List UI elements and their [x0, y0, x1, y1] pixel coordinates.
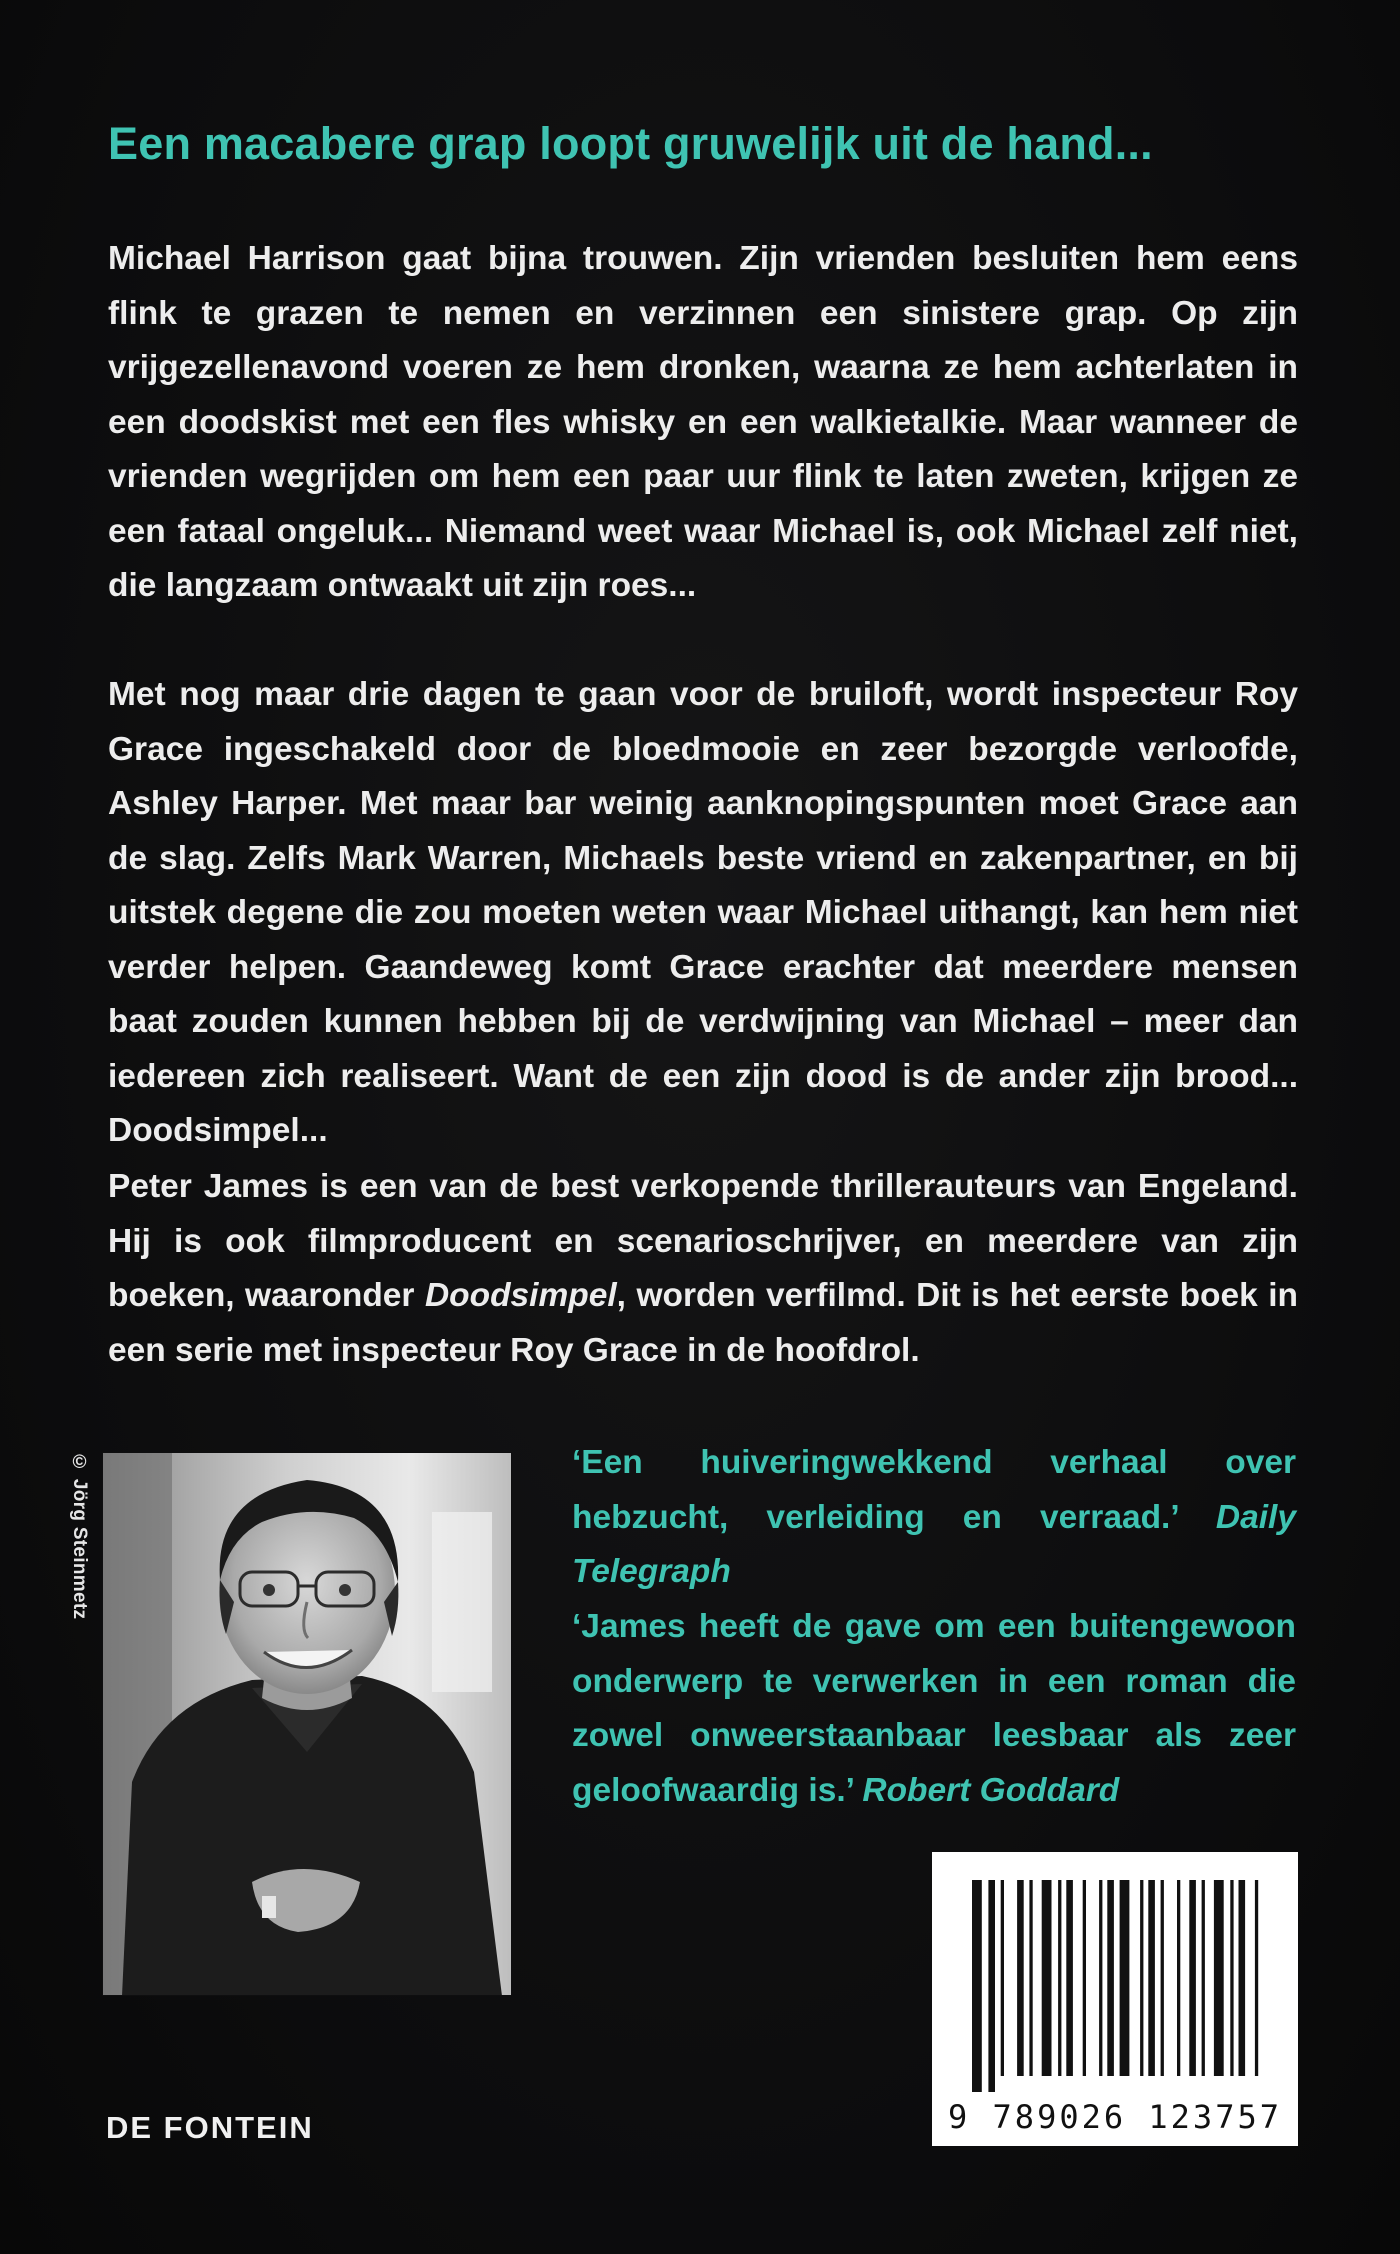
- author-bio-text-start: Peter James is een van de best verkopende thrillerauteurs van Engeland. Hij is ook filmproducent en scenarioschrijver, en meerdere van zijn boeken, waaronder: [108, 1168, 1298, 1314]
- barcode-bar: [1066, 1880, 1073, 2076]
- barcode-bar: [972, 1880, 982, 2092]
- barcode-bar: [1029, 1880, 1032, 2076]
- barcode-bar: [1140, 1880, 1143, 2076]
- barcode-bar: [1255, 1880, 1258, 2076]
- isbn-number: 9 789026 123757: [948, 2098, 1282, 2136]
- tagline: Een macabere grap loopt gruwelijk uit de hand...: [108, 118, 1153, 169]
- book-title-italic: Doodsimpel: [424, 1277, 617, 1314]
- barcode-bar: [1083, 1880, 1086, 2076]
- review-quote-2: [572, 1600, 1296, 1818]
- barcode-bar: [1161, 1880, 1164, 2076]
- barcode-bar: [1202, 1880, 1205, 2076]
- barcode-bar: [1058, 1880, 1061, 2076]
- barcode-icon: [932, 1852, 1298, 2092]
- barcode-bar: [1042, 1880, 1052, 2076]
- barcode-bar: [1239, 1880, 1246, 2076]
- blurb-paragraph-2: Met nog maar drie dagen te gaan voor de bruiloft, wordt inspecteur Roy Grace ingeschakeld door de bloedmooie en zeer bezorgde verloofde, Ashley Harper. Met maar bar weinig aanknopingspunten moet Grace aan de slag. Zelfs Mark Warren, Michaels beste vriend en zakenpartner, en bij uitstek degene die zou moeten weten waar Michael uithangt, kan hem niet verder helpen. Gaandeweg komt Grace erachter dat meerdere mensen baat zouden kunnen hebben bij de verdwijning van Michael – meer dan iedereen zich realiseert. Want de een zijn dood is de ander zijn brood... Doodsimpel...: [108, 676, 1298, 1149]
- review-quote-1: [572, 1436, 1296, 1600]
- barcode-bar: [1099, 1880, 1102, 2076]
- publisher-logo-text: DE FONTEIN: [106, 2110, 314, 2145]
- barcode-bar: [1214, 1880, 1224, 2076]
- review-quote-text: ‘James heeft de gave om een buitengewoon onderwerp te verwerken in een roman die zowel onweerstaanbaar leesbaar als zeer geloofwaardig is.’: [572, 1608, 1296, 1809]
- barcode-bar: [1189, 1880, 1196, 2076]
- author-photo: [102, 1452, 512, 1996]
- barcode-bar: [1107, 1880, 1114, 2076]
- barcode-bar: [988, 1880, 995, 2092]
- barcode-bar: [1230, 1880, 1233, 2076]
- author-bio: [108, 1160, 1298, 1378]
- isbn-barcode: [932, 1852, 1298, 2146]
- review-quote-source: Daily Telegraph: [572, 1498, 1296, 1590]
- barcode-bar: [1120, 1880, 1130, 2076]
- blurb-paragraph-1: Michael Harrison gaat bijna trouwen. Zijn vrienden besluiten hem eens flink te grazen te nemen en verzinnen een sinistere grap. Op zijn vrijgezellenavond voeren ze hem dronken, waarna ze hem achterlaten in een doodskist met een fles whisky en een walkietalkie. Maar wanneer de vrienden wegrijden om hem een paar uur flink te laten zweten, krijgen ze een fataal ongeluk... Niemand weet waar Michael is, ook Michael zelf niet, die langzaam ontwaakt uit zijn roes...: [108, 240, 1298, 604]
- barcode-bar: [1017, 1880, 1024, 2076]
- review-quote-text: ‘Een huiveringwekkend verhaal over hebzucht, verleiding en verraad.’: [572, 1444, 1296, 1536]
- author-portrait-image: [102, 1452, 512, 1996]
- review-quote-source: Robert Goddard: [862, 1771, 1120, 1809]
- barcode-bar: [1177, 1880, 1180, 2076]
- barcode-bar: [1001, 1880, 1004, 2076]
- author-bio-text-end: , worden verfilmd. Dit is het eerste boek in een serie met inspecteur Roy Grace in de hoofdrol.: [108, 1277, 1299, 1369]
- barcode-bar: [1148, 1880, 1155, 2076]
- photo-credit: © Jörg Steinmetz: [69, 1452, 90, 1620]
